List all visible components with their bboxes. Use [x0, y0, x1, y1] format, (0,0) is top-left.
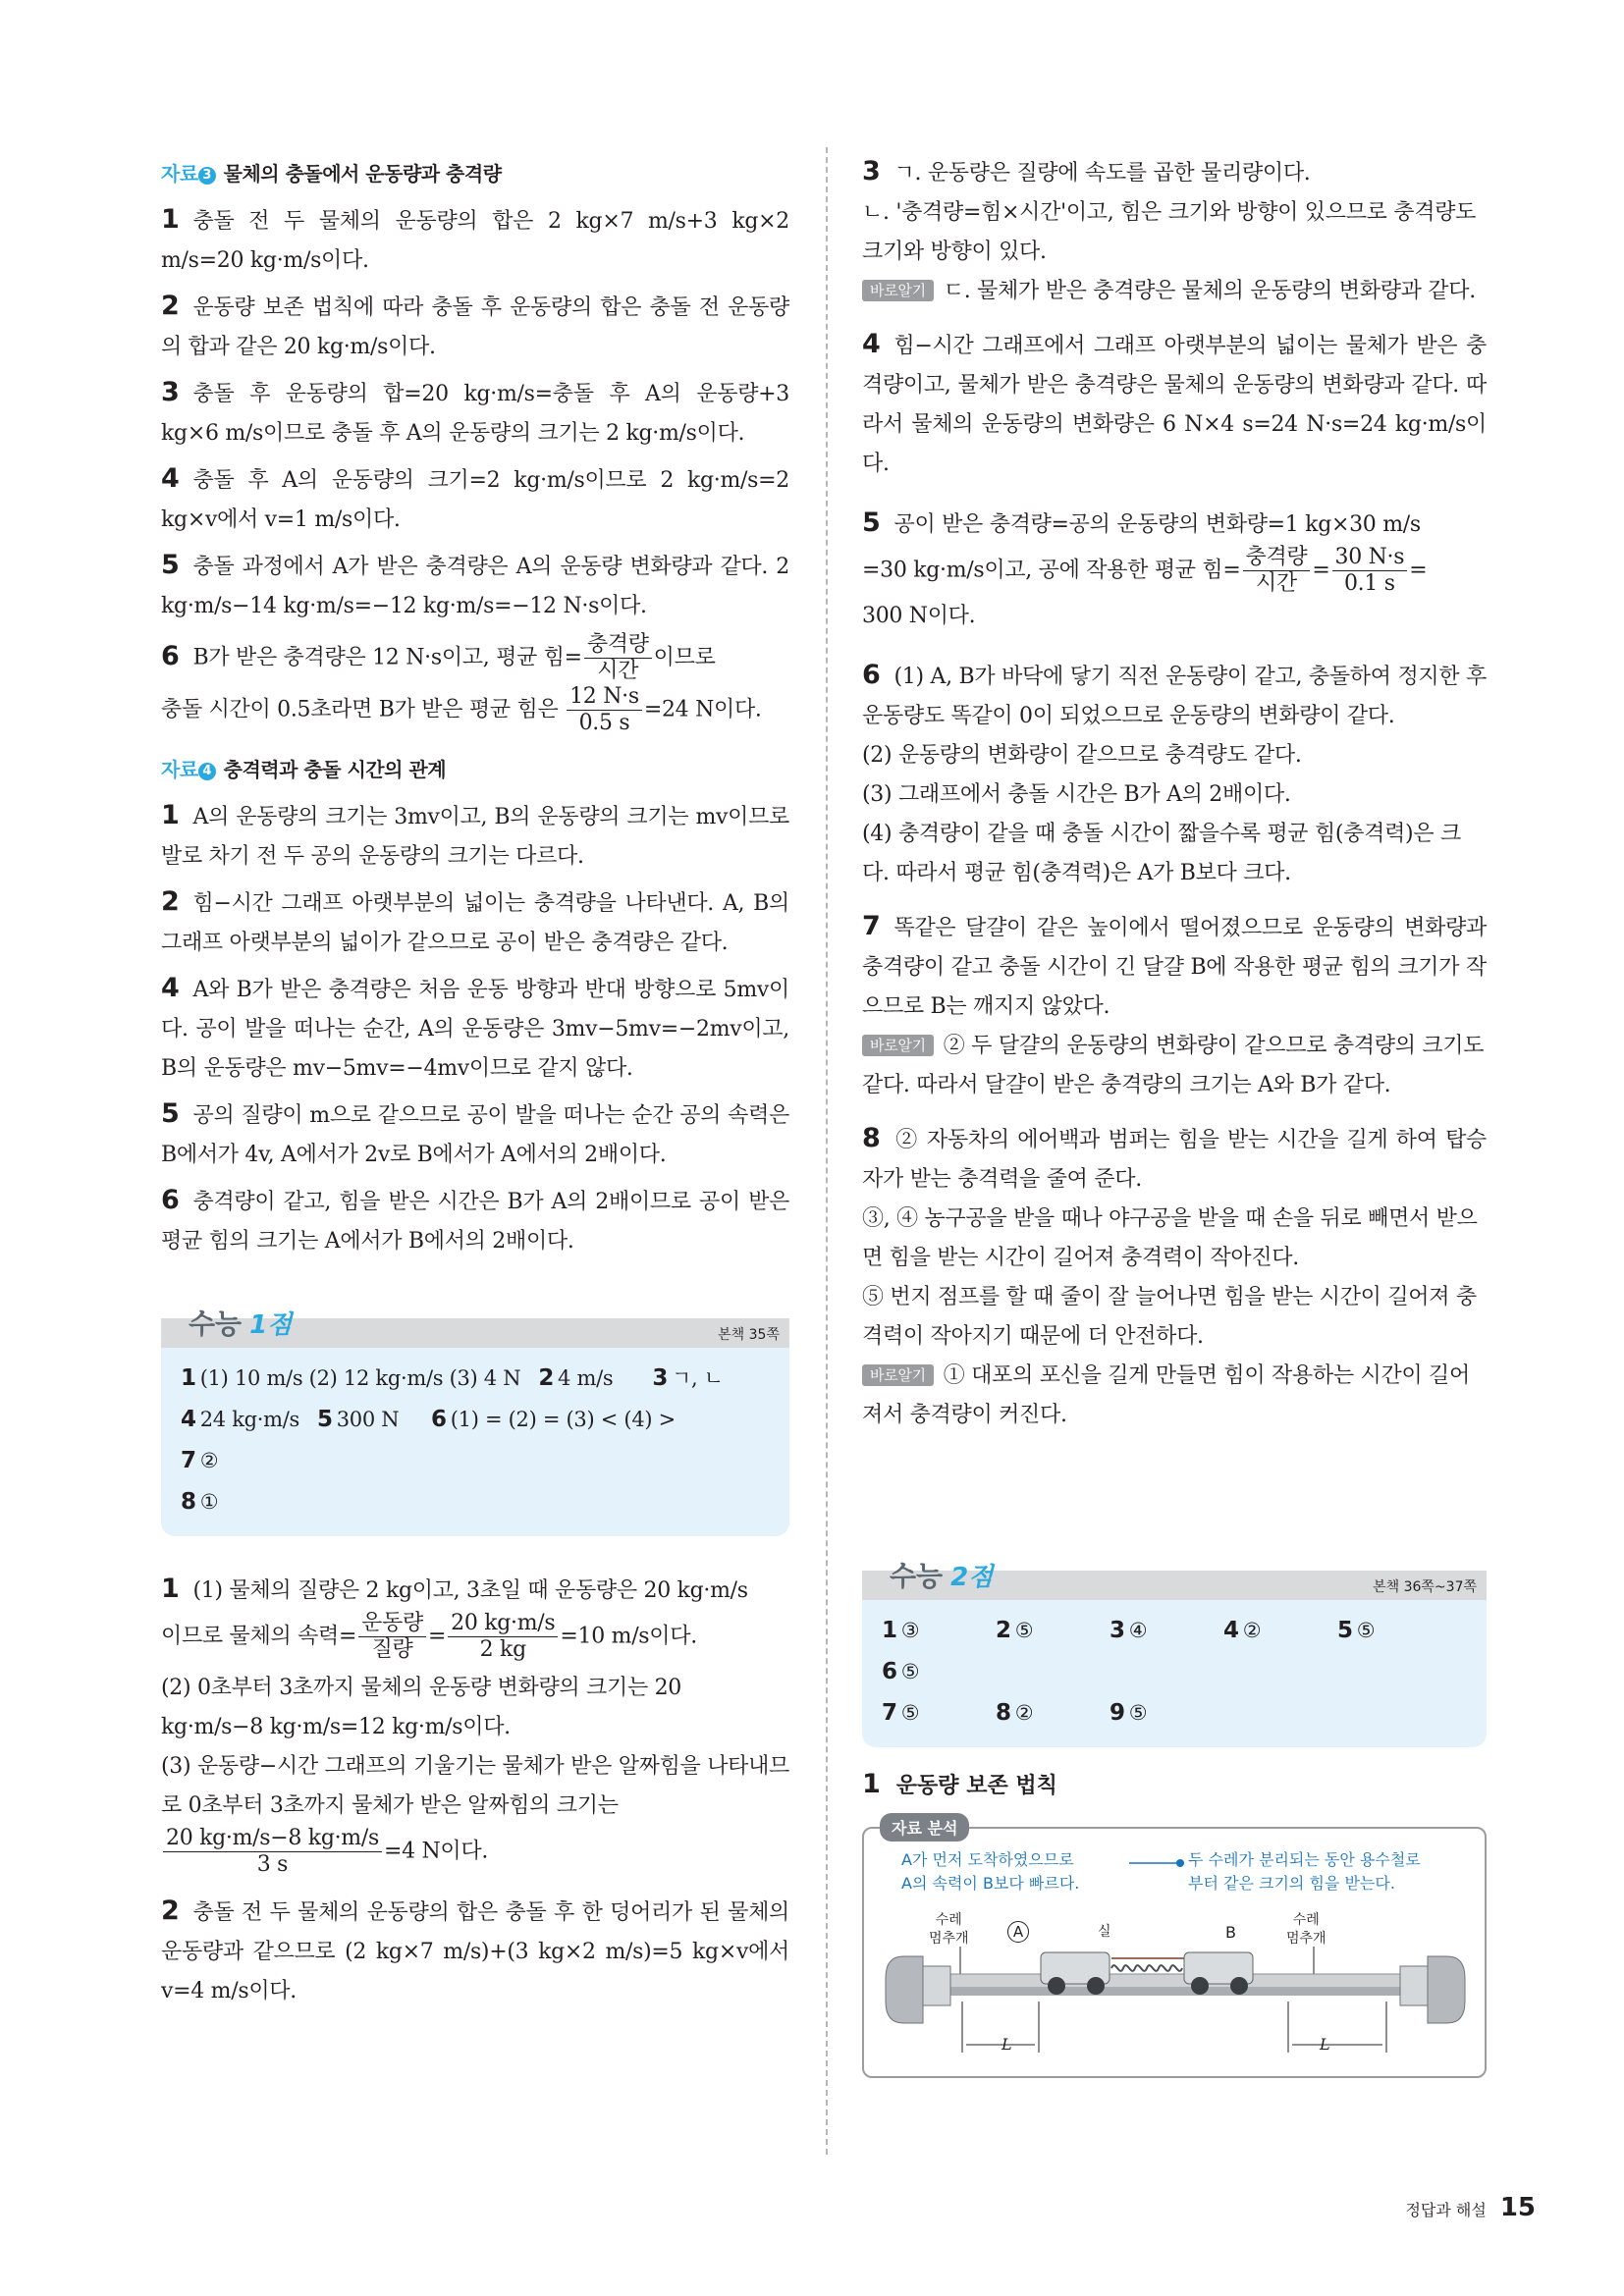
- answer-cell: [1110, 1692, 1206, 1734]
- answer-number: 2: [996, 1618, 1011, 1643]
- answer-value: 24 kg·m/s: [199, 1408, 300, 1431]
- answer-cell: [652, 1358, 748, 1399]
- fraction-numerator: 30 N·s: [1332, 545, 1408, 571]
- section-header-3: [161, 158, 789, 187]
- r6-part-3: (3) 그래프에서 충돌 시간은 B가 A의 2배이다.: [862, 782, 1291, 807]
- fraction-denominator: 0.5 s: [578, 711, 630, 735]
- item-text: A의 운동량의 크기는 3mv이고, B의 운동량의 크기는 mv이므로 발로 차기 전 두 공의 운동량의 크기는 다르다.: [161, 805, 789, 869]
- fraction: [584, 632, 652, 684]
- answer-row: [882, 1692, 1467, 1734]
- answer-value: ⑤: [1014, 1619, 1034, 1642]
- answer-value: ①: [199, 1490, 219, 1514]
- stopper-left: [886, 1956, 923, 2023]
- item-text: 이므로: [653, 645, 716, 670]
- label-line: 멈추개: [1286, 1931, 1326, 1947]
- stopper-right: [1428, 1956, 1465, 2023]
- item-text: =: [1409, 558, 1428, 583]
- data-analysis-figure: [862, 1819, 1487, 2078]
- sec3-item: [161, 287, 789, 367]
- heading-title: 운동량 보존 법칙: [895, 1774, 1057, 1798]
- item-number: 4: [161, 463, 180, 494]
- suneung-2-header: [862, 1553, 1487, 1598]
- r5-solution: 5 공이 받은 충격량=공의 운동량의 변화량=1 kg×30 m/s =30 kg·m/s이고, 공에 작용한 평균 힘= $\frac{\text{충격량}}{\text{시간}}$ = $\frac{30 N\cdot s}{0.1 s}$ = 300 N이다.: [862, 507, 1428, 628]
- q1-part-3-result: [161, 1826, 789, 1878]
- answer-value: ⑤: [900, 1660, 920, 1683]
- stopper-right-block: [1400, 1966, 1428, 2005]
- r8-part-b: ③, ④ 농구공을 받을 때나 야구공을 받을 때 손을 뒤로 빼면서 받으면 힘을 받는 시간이 길어져 충격력이 작아진다.: [862, 1206, 1478, 1270]
- answer-number: 9: [1110, 1700, 1125, 1726]
- section-tag: 자료: [161, 758, 198, 781]
- suneung-logo: [890, 1555, 993, 1594]
- item-number: 3: [161, 377, 180, 407]
- answer-cell: [431, 1399, 676, 1440]
- r3-part-c: [862, 272, 1487, 311]
- fraction-denominator: 3 s: [256, 1852, 289, 1877]
- label-line: 수레: [1292, 1912, 1320, 1928]
- note-line: 두 수레가 분리되는 동안 용수철로: [1188, 1850, 1421, 1869]
- cart-b-wheel: [1191, 1977, 1209, 1995]
- answer-cell: [882, 1651, 978, 1692]
- answer-value: ㄱ, ㄴ: [672, 1366, 724, 1390]
- item-text: ① 대포의 포신을 길게 만들면 힘이 작용하는 시간이 길어져서 충격량이 커진다.: [862, 1363, 1470, 1427]
- page-reference: 본책 35쪽: [718, 1327, 780, 1343]
- sec3-item-6: [161, 632, 789, 736]
- fraction: [358, 1611, 426, 1663]
- logo-text: 수능: [890, 1560, 944, 1592]
- item-text: ② 두 달걀의 운동량의 변화량이 같으므로 충격량의 크기도 같다. 따라서 달걀이 받은 충격량의 크기는 A와 B가 같다.: [862, 1034, 1485, 1097]
- r4-solution: [862, 325, 1487, 484]
- fraction-numerator: 12 N·s: [567, 684, 642, 711]
- r8-solution: [862, 1119, 1487, 1200]
- answer-cell: [1110, 1610, 1206, 1651]
- fraction-numerator: 20 kg·m/s: [448, 1611, 558, 1637]
- note-line: 부터 같은 크기의 힘을 받는다.: [1188, 1874, 1395, 1893]
- fraction-numerator: 충격량: [584, 632, 652, 659]
- item-text: 충돌 전 두 물체의 운동량의 합은 충돌 후 한 덩어리가 된 물체의 운동량과 같으므로 (2 kg×7 m/s)+(3 kg×2 m/s)=5 kg×v에서 v=4 m/s이다.: [161, 1900, 789, 2003]
- answer-row: [882, 1610, 1467, 1692]
- cart-b-label: B: [1225, 1923, 1236, 1942]
- note-pointer-dot: [1176, 1859, 1184, 1867]
- r6-solution: [862, 656, 1487, 736]
- item-text: =4 N이다.: [383, 1839, 489, 1864]
- item-number: 8: [862, 1123, 881, 1153]
- left-column: [161, 152, 789, 2017]
- item-text: 충돌 후 A의 운동량의 크기=2 kg·m/s이므로 2 kg·m/s=2 kg×v에서 v=1 m/s이다.: [161, 468, 789, 532]
- section-title: 물체의 충돌에서 운동량과 충격량: [223, 162, 502, 186]
- fraction-numerator: 충격량: [1243, 545, 1311, 571]
- item-number: 6: [862, 660, 881, 690]
- fraction-denominator: 2 kg: [479, 1637, 526, 1662]
- item-text: 300 N이다.: [862, 604, 976, 628]
- item-text: ㄷ. 물체가 받은 충격량은 물체의 운동량의 변화량과 같다.: [943, 279, 1476, 303]
- page-footer: [1405, 2193, 1536, 2222]
- page-reference: 본책 36쪽~37쪽: [1373, 1579, 1477, 1595]
- item-number: 6: [161, 640, 180, 671]
- cart-b-wheel: [1230, 1977, 1248, 1995]
- answer-row: [181, 1481, 770, 1522]
- item-number: 1: [161, 1574, 180, 1604]
- item-text: 똑같은 달걀이 같은 높이에서 떨어졌으므로 운동량의 변화량과 충격량이 같고 충돌 시간이 긴 달걀 B에 작용한 평균 힘의 크기가 작으므로 B는 깨지지 않았다.: [862, 916, 1487, 1019]
- item-text: =24 N이다.: [643, 697, 762, 722]
- suneung-logo: [189, 1303, 292, 1342]
- item-text: B가 받은 충격량은 12 N·s이고, 평균 힘=: [192, 645, 582, 670]
- r6-part-4: (4) 충격량이 같을 때 충돌 시간이 짧을수록 평균 힘(충격력)은 크다. 따라서 평균 힘(충격력)은 A가 B보다 크다.: [862, 822, 1461, 885]
- answer-value: ②: [199, 1449, 219, 1472]
- length-label-left: L: [1001, 2035, 1012, 2054]
- suneung-1-header: [161, 1301, 789, 1346]
- item-text: 충격량이 같고, 힘을 받은 시간은 B가 A의 2배이므로 공이 받은 평균 힘의 크기는 A에서가 B에서의 2배이다.: [161, 1190, 789, 1254]
- cart-a-label: A: [1007, 1921, 1029, 1943]
- item-text: 운동량 보존 법칙에 따라 충돌 후 운동량의 합은 충돌 전 운동량의 합과 같은 20 kg·m/s이다.: [161, 295, 789, 359]
- answer-row: [181, 1358, 770, 1399]
- item-text: =30 kg·m/s이고, 공에 작용한 평균 힘=: [862, 558, 1241, 583]
- r7-solution: [862, 907, 1487, 1027]
- sec3-item: [161, 200, 789, 281]
- item-number: 1: [161, 204, 180, 235]
- item-text: 충돌 과정에서 A가 받은 충격량은 A의 운동량 변화량과 같다. 2 kg·m/s−14 kg·m/s=−12 kg·m/s=−12 N·s이다.: [161, 555, 789, 618]
- fraction: [567, 684, 642, 736]
- sec3-item: [161, 373, 789, 454]
- sec4-item: [161, 882, 789, 963]
- cart-apparatus-illustration: [864, 1829, 1485, 2072]
- item-number: 1: [161, 800, 180, 830]
- right-column: [862, 152, 1487, 2078]
- item-number: 1: [862, 1769, 881, 1799]
- sec3-item: [161, 546, 789, 626]
- sec3-answer-list: [161, 200, 789, 626]
- cart-a-wheel: [1048, 1977, 1065, 1995]
- answer-cell: [996, 1692, 1092, 1734]
- answer-number: 3: [1110, 1618, 1125, 1643]
- footer-title: 정답과 해설: [1405, 2201, 1487, 2219]
- item-text: 충돌 시간이 0.5초라면 B가 받은 평균 힘은: [161, 697, 559, 722]
- answer-number: 5: [1337, 1618, 1353, 1643]
- fraction-denominator: 0.1 s: [1343, 571, 1395, 596]
- fraction: [163, 1826, 382, 1878]
- answer-cell: [181, 1481, 277, 1522]
- item-number: 4: [161, 973, 180, 1003]
- fraction-numerator: 운동량: [358, 1611, 426, 1637]
- page-number: 15: [1499, 2193, 1536, 2222]
- section-title: 충격력과 충돌 시간의 관계: [223, 758, 447, 781]
- answer-number: 3: [652, 1365, 669, 1391]
- item-number: 7: [862, 911, 881, 941]
- r8-correction: [862, 1357, 1487, 1435]
- section-number-badge: 4: [198, 763, 216, 780]
- answer-value: ③: [900, 1619, 920, 1642]
- string-label: 실: [1098, 1924, 1111, 1940]
- r3-part-b: ㄴ. '충격량=힘×시간'이고, 힘은 크기와 방향이 있으므로 충격량도 크기와 방향이 있다.: [862, 200, 1477, 264]
- sec4-item: [161, 969, 789, 1089]
- item-text: (1) A, B가 바닥에 닿기 직전 운동량이 같고, 충돌하여 정지한 후 운동량도 똑같이 0이 되었으므로 운동량의 변화량이 같다.: [862, 665, 1487, 728]
- item-text: 이므로 물체의 속력=: [161, 1624, 357, 1649]
- answer-cell: [882, 1610, 978, 1651]
- q1-solution: 1 (1) 물체의 질량은 2 kg이고, 3초일 때 운동량은 20 kg·m/s 이므로 물체의 속력= $\frac{\text{운동량}}{\text{질량}}$ = $\frac{20 kg\cdot m/s}{2 kg}$ =10 m/s이다.: [161, 1574, 748, 1662]
- answer-cell: [1337, 1610, 1434, 1651]
- answer-cell: [181, 1399, 299, 1440]
- fraction-denominator: 질량: [371, 1637, 413, 1662]
- fraction-numerator: 20 kg·m/s−8 kg·m/s: [163, 1826, 382, 1852]
- answer-value: ②: [1014, 1701, 1034, 1725]
- section-header-4: [161, 754, 789, 782]
- sec3-item: [161, 459, 789, 540]
- item-number: 5: [161, 550, 180, 580]
- correction-badge: 바로알기: [862, 280, 934, 301]
- fraction: [1243, 545, 1311, 597]
- cart-a-wheel: [1087, 1977, 1105, 1995]
- fraction-denominator: 시간: [1255, 571, 1297, 596]
- item-number: 5: [862, 507, 881, 538]
- answer-value: ⑤: [1128, 1701, 1148, 1725]
- answer-value: ②: [1242, 1619, 1262, 1642]
- answer-cell: [317, 1399, 413, 1440]
- q2-solution: [161, 1892, 789, 2011]
- stopper-left-block: [923, 1966, 950, 2005]
- answer-number: 4: [1223, 1618, 1239, 1643]
- answer-number: 7: [181, 1448, 196, 1473]
- answer-cell: [882, 1692, 978, 1734]
- level-badge: 2점: [950, 1563, 994, 1592]
- answer-number: 6: [882, 1659, 897, 1684]
- note-line: A가 먼저 도착하였으므로: [901, 1850, 1074, 1869]
- item-number: 6: [161, 1185, 180, 1215]
- item-number: 3: [862, 156, 881, 187]
- answer-number: 1: [882, 1618, 897, 1643]
- answer-number: 2: [538, 1365, 555, 1391]
- track-rail: [892, 1974, 1459, 1988]
- answer-cell: [181, 1358, 520, 1399]
- item-text: 공의 질량이 m으로 같으므로 공이 발을 떠나는 순간 공의 속력은 B에서가 4v, A에서가 2v로 B에서가 A에서의 2배이다.: [161, 1103, 789, 1167]
- r3-solution: [862, 152, 1487, 193]
- r8-part-c: ⑤ 번지 점프를 할 때 줄이 잘 늘어나면 힘을 받는 시간이 길어져 충격력이 작아지기 때문에 더 안전하다.: [862, 1285, 1477, 1349]
- sec4-answer-list: [161, 796, 789, 1261]
- answer-number: 7: [882, 1700, 897, 1726]
- item-number: 2: [161, 1896, 180, 1926]
- correction-badge: 바로알기: [862, 1364, 934, 1386]
- answer-cell: [996, 1610, 1092, 1651]
- answer-number: 8: [996, 1700, 1011, 1726]
- item-number: 2: [161, 291, 180, 321]
- q1-part-3: (3) 운동량−시간 그래프의 기울기는 물체가 받은 알짜힘을 나타내므로 0초부터 3초까지 물체가 받은 알짜힘의 크기는: [161, 1754, 790, 1818]
- section-number-badge: 3: [198, 167, 216, 185]
- answer-value: ⑤: [900, 1701, 920, 1725]
- item-text: A와 B가 받은 충격량은 처음 운동 방향과 반대 방향으로 5mv이다. 공이 발을 떠나는 순간, A의 운동량은 3mv−5mv=−2mv이고, B의 운동량은 mv−5mv=−4mv이므로 같지 않다.: [161, 978, 789, 1081]
- answer-value: (1) = (2) = (3) < (4) >: [450, 1408, 676, 1431]
- logo-text: 수능: [189, 1308, 243, 1340]
- item-text: (1) 물체의 질량은 2 kg이고, 3초일 때 운동량은 20 kg·m/s: [192, 1578, 748, 1603]
- label-line: 수레: [935, 1912, 962, 1928]
- item-text: 충돌 전 두 물체의 운동량의 합은 2 kg×7 m/s+3 kg×2 m/s=20 kg·m/s이다.: [161, 209, 789, 273]
- correction-badge: 바로알기: [862, 1035, 934, 1056]
- q1-heading: [862, 1769, 1487, 1799]
- item-text: 힘−시간 그래프에서 그래프 아랫부분의 넓이는 물체가 받은 충격량이고, 물체가 받은 충격량은 물체의 운동량의 변화량과 같다. 따라서 물체의 운동량의 변화량은 6 N×4 s=24 N·s=24 kg·m/s이다.: [862, 334, 1487, 476]
- answer-number: 8: [181, 1489, 196, 1515]
- item-number: 5: [161, 1098, 180, 1129]
- item-text: =10 m/s이다.: [560, 1624, 697, 1649]
- answer-cell: [1223, 1610, 1320, 1651]
- track-base: [892, 1988, 1459, 1996]
- section-tag: 자료: [161, 162, 198, 186]
- item-text: 충돌 후 운동량의 합=20 kg·m/s=충돌 후 A의 운동량+3 kg×6 m/s이므로 충돌 후 A의 운동량의 크기는 2 kg·m/s이다.: [161, 382, 789, 446]
- fraction-denominator: 시간: [597, 659, 639, 683]
- sec4-item: [161, 1181, 789, 1261]
- answer-value: 300 N: [336, 1408, 400, 1431]
- answer-value: ④: [1128, 1619, 1148, 1642]
- level-badge: 1점: [249, 1310, 293, 1340]
- label-line: 멈추개: [929, 1931, 969, 1947]
- answer-row: [181, 1399, 770, 1481]
- item-text: ② 자동차의 에어백과 범퍼는 힘을 받는 시간을 길게 하여 탑승자가 받는 충격력을 줄여 준다.: [862, 1128, 1487, 1192]
- suneung-1-answer-box: [161, 1346, 789, 1536]
- item-text: 힘−시간 그래프 아랫부분의 넓이는 충격량을 나타낸다. A, B의 그래프 아랫부분의 넓이가 같으므로 공이 받은 충격량은 같다.: [161, 891, 789, 955]
- spring: [1111, 1965, 1182, 1971]
- answer-number: 1: [181, 1365, 196, 1391]
- answer-number: 4: [181, 1407, 196, 1432]
- analysis-tab: 자료 분석: [880, 1813, 969, 1842]
- fraction: [448, 1611, 558, 1663]
- length-label-right: L: [1320, 2035, 1330, 2054]
- item-text: ㄱ. 운동량은 질량에 속도를 곱한 물리량이다.: [893, 161, 1311, 186]
- r6-part-2: (2) 운동량의 변화량이 같으므로 충격량도 같다.: [862, 743, 1302, 768]
- r7-correction: [862, 1027, 1487, 1105]
- item-number: 2: [161, 886, 180, 917]
- answer-value: 4 m/s: [558, 1366, 614, 1390]
- item-text: 공이 받은 충격량=공의 운동량의 변화량=1 kg×30 m/s: [893, 512, 1421, 537]
- note-line: A의 속력이 B보다 빠르다.: [901, 1874, 1080, 1893]
- fraction: [1332, 545, 1408, 597]
- item-number: 4: [862, 329, 881, 359]
- sec4-item: [161, 796, 789, 877]
- answer-cell: [538, 1358, 634, 1399]
- suneung-2-answer-box: [862, 1598, 1487, 1747]
- answer-number: 5: [317, 1407, 333, 1432]
- answer-value: ⑤: [1356, 1619, 1376, 1642]
- answer-number: 6: [431, 1407, 447, 1432]
- q1-part-2: (2) 0초부터 3초까지 물체의 운동량 변화량의 크기는 20 kg·m/s−8 kg·m/s=12 kg·m/s이다.: [161, 1676, 681, 1739]
- answer-cell: [181, 1440, 277, 1481]
- answer-value: (1) 10 m/s (2) 12 kg·m/s (3) 4 N: [199, 1366, 521, 1390]
- column-divider: [826, 147, 828, 2155]
- sec4-item: [161, 1095, 789, 1175]
